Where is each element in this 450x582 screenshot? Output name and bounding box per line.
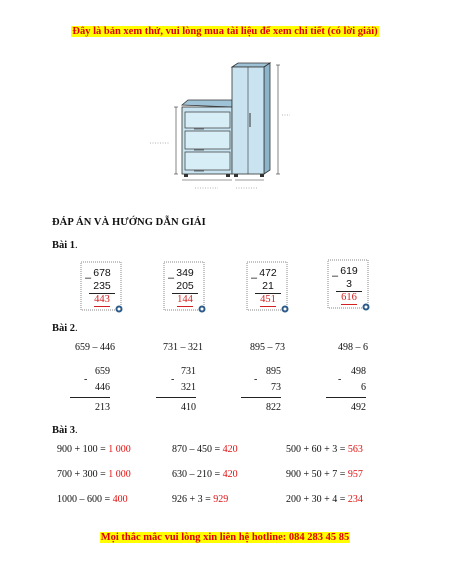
card-bottom-number: 205	[176, 280, 194, 292]
card-result: 616	[341, 292, 357, 303]
column-result: 410	[181, 402, 196, 413]
equation-answer: 563	[347, 444, 363, 455]
minus-sign: –	[251, 272, 258, 284]
bai2-label	[52, 323, 78, 334]
equation-answer: 400	[112, 494, 128, 505]
equation-answer: 929	[213, 494, 229, 505]
column-result: 492	[351, 402, 366, 413]
hotline-text: Mọi thắc mắc vui lòng xin liên hệ hotline: 084 283 45 85	[100, 532, 350, 543]
equation-expr: 630 – 210 =	[172, 469, 223, 480]
furniture-illustration	[140, 55, 290, 195]
column-bottom: 321	[181, 382, 196, 393]
equation-expr: 500 + 60 + 3 =	[286, 444, 348, 455]
equation-expr: 926 + 3 =	[172, 494, 214, 505]
equation-expr: 900 + 50 + 7 =	[286, 469, 348, 480]
equation-expr: 900 + 100 =	[57, 444, 109, 455]
column-divider	[156, 397, 196, 398]
column-bottom: 73	[271, 382, 281, 393]
equation-answer: 420	[222, 444, 238, 455]
equation-answer: 1 000	[108, 469, 131, 480]
bai3-equation	[286, 469, 363, 480]
column-top: 498	[351, 366, 366, 377]
bai2-label-text: Bài 2	[52, 323, 76, 334]
bai3-equation	[286, 494, 363, 505]
column-bottom: 446	[95, 382, 110, 393]
column-top: 731	[181, 366, 196, 377]
bai2-expr-1: 659 – 446	[75, 342, 115, 353]
bai1-card-3	[245, 260, 291, 312]
bai3-equation	[57, 469, 131, 480]
answer-heading: ĐÁP ÁN VÀ HƯỚNG DẪN GIẢI	[52, 217, 206, 228]
bai2-expr-3: 895 – 73	[250, 342, 285, 353]
column-divider	[70, 397, 110, 398]
card-result: 451	[260, 294, 276, 305]
column-result: 213	[95, 402, 110, 413]
bai1-label	[52, 240, 78, 251]
bai3-dot: .	[75, 425, 78, 436]
column-divider	[241, 397, 281, 398]
bai3-label-text: Bài 3	[52, 425, 76, 436]
bai2-dot: .	[75, 323, 78, 334]
bai1-label-text: Bài 1	[52, 240, 76, 251]
bai1-card-1	[79, 260, 125, 312]
equation-expr: 870 – 450 =	[172, 444, 223, 455]
card-result: 443	[94, 294, 110, 305]
bai3-equation	[172, 444, 238, 455]
bai2-column-1	[70, 364, 110, 416]
minus-sign: -	[338, 374, 342, 385]
equation-expr: 200 + 30 + 4 =	[286, 494, 348, 505]
bai3-equation	[172, 494, 228, 505]
equation-answer: 957	[347, 469, 363, 480]
bai2-expr-4: 498 – 6	[338, 342, 368, 353]
top-banner-text: Đây là bản xem thử, vui lòng mua tài liệu để xem chi tiết (có lời giải)	[72, 26, 378, 37]
bai2-column-3	[241, 364, 281, 416]
card-bottom-number: 21	[262, 280, 274, 292]
column-top: 659	[95, 366, 110, 377]
column-result: 822	[266, 402, 281, 413]
equation-expr: 1000 – 600 =	[57, 494, 113, 505]
minus-sign: -	[84, 374, 88, 385]
result-underline	[260, 306, 276, 307]
card-top-number: 472	[259, 267, 277, 279]
equation-answer: 234	[347, 494, 363, 505]
card-top-number: 619	[340, 265, 358, 277]
card-bottom-number: 3	[346, 278, 352, 290]
bai3-equation	[172, 469, 238, 480]
result-underline	[94, 306, 110, 307]
bai2-column-4	[326, 364, 366, 416]
bai2-expr-2: 731 – 321	[163, 342, 203, 353]
equation-expr: 700 + 300 =	[57, 469, 109, 480]
bai3-equation	[57, 444, 131, 455]
bai3-label	[52, 425, 78, 436]
bai1-dot: .	[75, 240, 78, 251]
bottom-banner	[0, 532, 450, 543]
minus-sign: –	[85, 272, 92, 284]
card-top-number: 678	[93, 267, 111, 279]
cabinet-drawing	[140, 55, 290, 195]
minus-sign: -	[171, 374, 175, 385]
minus-sign: –	[168, 272, 175, 284]
bai1-card-4	[326, 258, 372, 310]
column-top: 895	[266, 366, 281, 377]
bai2-column-2	[156, 364, 196, 416]
top-banner	[0, 26, 450, 37]
equation-answer: 1 000	[108, 444, 131, 455]
minus-sign: -	[254, 374, 258, 385]
column-bottom: 6	[361, 382, 366, 393]
result-underline	[177, 306, 193, 307]
card-top-number: 349	[176, 267, 194, 279]
bai3-equation	[57, 494, 128, 505]
card-result: 144	[177, 294, 193, 305]
result-underline	[341, 304, 357, 305]
card-bottom-number: 235	[93, 280, 111, 292]
bai3-equation	[286, 444, 363, 455]
column-divider	[326, 397, 366, 398]
equation-answer: 420	[222, 469, 238, 480]
minus-sign: –	[332, 270, 339, 282]
bai1-card-2	[162, 260, 208, 312]
